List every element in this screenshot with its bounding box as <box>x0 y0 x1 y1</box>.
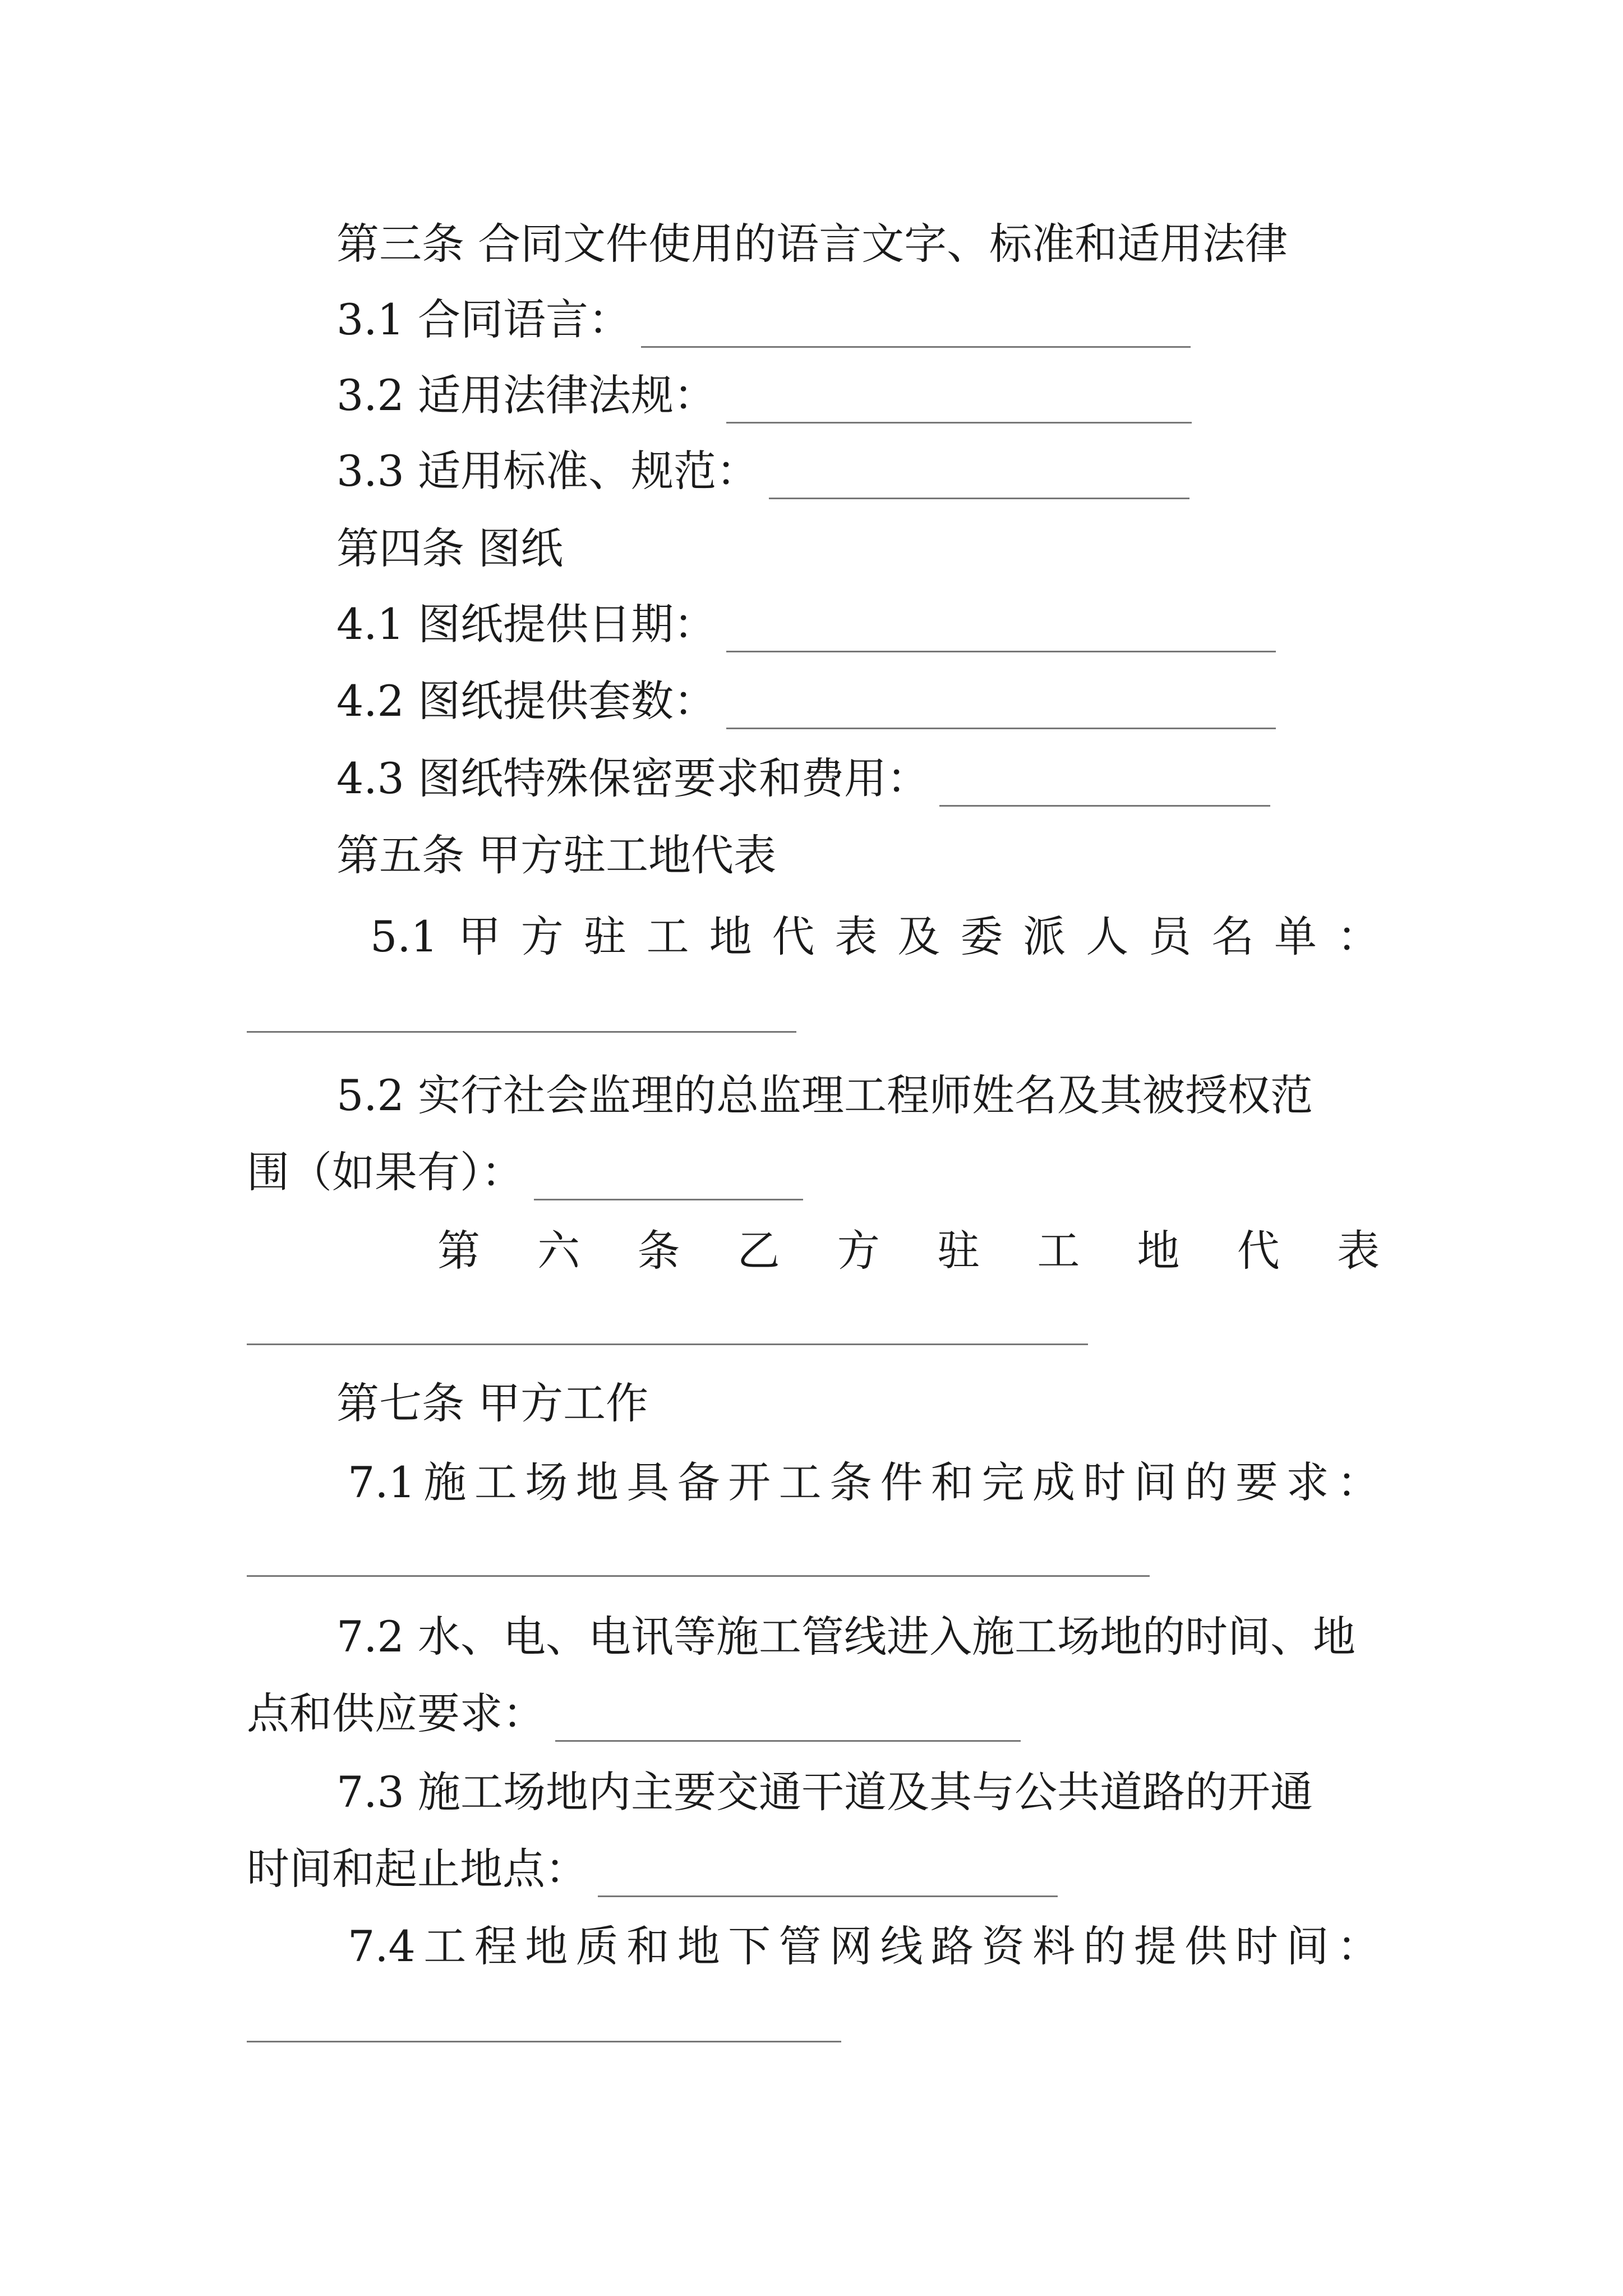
article-3-title: 第三条 合同文件使用的语言文字、标准和适用法律 <box>336 219 1288 269</box>
spread-char: 方 <box>520 912 564 961</box>
spread-char: 名 <box>1211 912 1255 961</box>
spread-char: 具 <box>626 1457 670 1507</box>
spread-char: 时 <box>1083 1457 1126 1507</box>
spread-char: 路 <box>931 1921 974 1971</box>
clause-7-4 <box>348 1918 1380 1975</box>
clause-5-2-line1: 5.2 实行社会监理的总监理工程师姓名及其被授权范 <box>336 1070 1313 1120</box>
spread-char: 表 <box>834 912 878 961</box>
spread-char: 驻 <box>583 912 626 961</box>
spread-char: 甲 <box>458 912 501 961</box>
spread-char: 线 <box>880 1921 923 1971</box>
spread-char: 地 <box>709 912 752 961</box>
spread-char: 六 <box>537 1226 580 1276</box>
clause-5-1-blank[interactable] <box>247 1031 796 1033</box>
spread-char: 工 <box>474 1457 517 1507</box>
clause-3-3-blank[interactable] <box>769 458 1189 499</box>
clause-7-2-line1: 7.2 水、电、电讯等施工管线进入施工场地的时间、地 <box>336 1612 1356 1662</box>
spread-char: 提 <box>1133 1921 1177 1971</box>
spread-char: ： <box>1336 912 1380 961</box>
spread-char: ： <box>1336 1921 1380 1971</box>
spread-char: 的 <box>1184 1457 1228 1507</box>
spread-char: 程 <box>474 1921 517 1971</box>
spread-char: 条 <box>829 1457 873 1507</box>
clause-3-2: 3.2 适用法律法规： <box>336 367 1192 424</box>
clause-4-2: 4.2 图纸提供套数： <box>336 673 1276 729</box>
article-6-title <box>437 1223 1380 1279</box>
spread-char: 件 <box>880 1457 923 1507</box>
spread-char: 成 <box>1032 1457 1075 1507</box>
clause-7-3-blank[interactable] <box>598 1856 1058 1897</box>
clause-4-1-blank[interactable] <box>726 611 1276 652</box>
spread-char: 开 <box>728 1457 771 1507</box>
clause-3-1-blank[interactable] <box>641 307 1191 348</box>
clause-7-2-blank[interactable] <box>555 1701 1021 1742</box>
spread-char: 地 <box>677 1921 720 1971</box>
clause-5-2-blank[interactable] <box>534 1159 803 1200</box>
spread-char: 表 <box>1336 1226 1380 1276</box>
article-4-title: 第四条 图纸 <box>336 523 564 573</box>
spread-char: 驻 <box>937 1226 980 1276</box>
spread-char: 地 <box>1137 1226 1180 1276</box>
spread-char: 间 <box>1133 1457 1177 1507</box>
clause-7-2-line2: 点和供应要求： <box>247 1686 1021 1742</box>
spread-char: 的 <box>1083 1921 1126 1971</box>
article-7-title: 第七条 甲方工作 <box>336 1378 649 1428</box>
spread-char: 7.4 <box>348 1921 416 1971</box>
spread-char: 工 <box>423 1921 467 1971</box>
spread-char: 单 <box>1274 912 1317 961</box>
article-5-title: 第五条 甲方驻工地代表 <box>336 830 777 880</box>
spread-char: 和 <box>931 1457 974 1507</box>
spread-char: 地 <box>525 1921 568 1971</box>
spread-char: 及 <box>897 912 940 961</box>
spread-char: 下 <box>728 1921 771 1971</box>
spread-char: 和 <box>626 1921 670 1971</box>
spread-char: 备 <box>677 1457 720 1507</box>
spread-char: 资 <box>981 1921 1025 1971</box>
spread-char: 第 <box>437 1226 480 1276</box>
spread-char: 时 <box>1235 1921 1278 1971</box>
clause-7-1-blank[interactable] <box>247 1575 1150 1577</box>
spread-char: 完 <box>981 1457 1025 1507</box>
clause-7-3-line2: 时间和起止地点： <box>247 1841 1058 1897</box>
spread-char: 工 <box>778 1457 822 1507</box>
spread-char: 7.1 <box>348 1457 416 1507</box>
spread-char: 料 <box>1032 1921 1075 1971</box>
spread-char: 5.1 <box>370 912 438 961</box>
spread-char: 间 <box>1286 1921 1329 1971</box>
spread-char: 地 <box>575 1457 619 1507</box>
spread-char: 质 <box>575 1921 619 1971</box>
spread-char: ： <box>1336 1457 1380 1507</box>
spread-char: 工 <box>1037 1226 1080 1276</box>
spread-char: 管 <box>778 1921 822 1971</box>
spread-char: 代 <box>772 912 815 961</box>
clause-5-2-line2: 围（如果有）： <box>247 1144 803 1200</box>
spread-char: 委 <box>960 912 1003 961</box>
spread-char: 要 <box>1235 1457 1278 1507</box>
spread-char: 代 <box>1237 1226 1280 1276</box>
spread-char: 条 <box>637 1226 680 1276</box>
spread-char: 求 <box>1286 1457 1329 1507</box>
clause-4-1: 4.1 图纸提供日期： <box>336 596 1276 652</box>
spread-char: 施 <box>423 1457 467 1507</box>
clause-7-1 <box>348 1455 1380 1511</box>
spread-char: 场 <box>525 1457 568 1507</box>
spread-char: 工 <box>646 912 689 961</box>
clause-4-2-blank[interactable] <box>726 688 1276 729</box>
clause-3-1: 3.1 合同语言： <box>336 292 1191 348</box>
clause-7-4-blank[interactable] <box>247 2041 841 2042</box>
clause-3-3: 3.3 适用标准、规范： <box>336 443 1189 499</box>
spread-char: 方 <box>837 1226 880 1276</box>
spread-char: 派 <box>1023 912 1066 961</box>
spread-char: 网 <box>829 1921 873 1971</box>
clause-4-3: 4.3 图纸特殊保密要求和费用： <box>336 751 1270 807</box>
spread-char: 人 <box>1086 912 1129 961</box>
clause-5-1 <box>370 909 1380 965</box>
spread-char: 员 <box>1149 912 1192 961</box>
article-6-blank[interactable] <box>247 1343 1088 1345</box>
clause-3-2-blank[interactable] <box>726 383 1192 424</box>
spread-char: 供 <box>1184 1921 1228 1971</box>
clause-7-3-line1: 7.3 施工场地内主要交通干道及其与公共道路的开通 <box>336 1767 1313 1817</box>
clause-4-3-blank[interactable] <box>939 766 1270 807</box>
spread-char: 乙 <box>737 1226 780 1276</box>
